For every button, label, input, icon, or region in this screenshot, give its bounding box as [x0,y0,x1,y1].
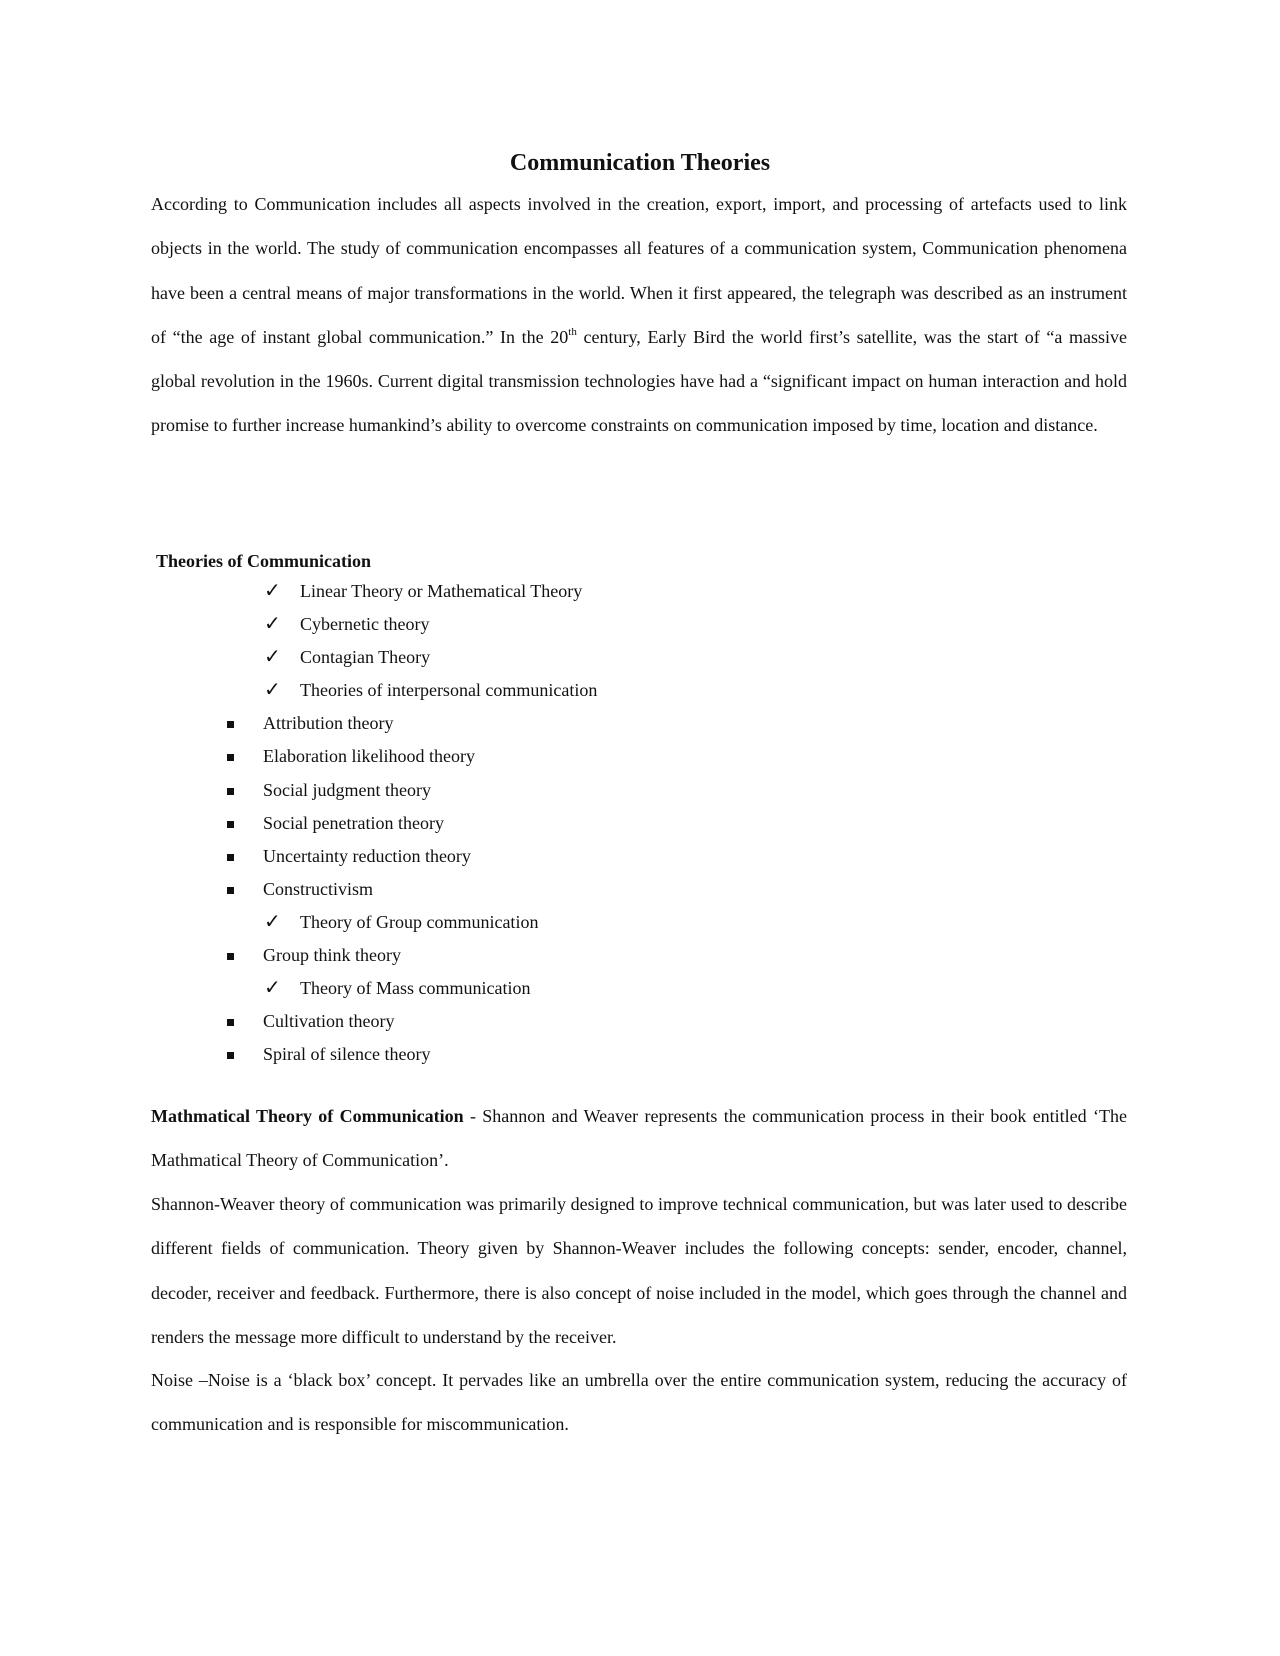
math-theory-lead-rest: - Shannon and Weaver represents the communication process in their book entitled ‘The Mathmatical Theory of Communication’. [151,1106,1127,1171]
theory-label: Theory of Group communication [300,911,539,932]
theory-list-item [0,939,1280,972]
page-title: Communication Theories [509,150,771,176]
theory-label: Attribution theory [263,713,394,734]
square-bullet-icon [227,953,234,960]
theory-label: Cybernetic theory [300,614,430,635]
theory-label: Theories of interpersonal communication [300,680,598,701]
shannon-weaver-paragraph: Shannon-Weaver theory of communication was primarily designed to improve technical communication, but was later used to describe different fields of communication. Theory given by Shannon-Weaver includes the following concepts: sender, encoder, channel, decoder, receiver and feedback. Furthermore, there is also concept of noise included in the model, which goes through the channel and renders the message more difficult to understand by the receiver. [151,1194,1127,1347]
theory-label: Elaboration likelihood theory [263,746,475,767]
theory-list-item [0,674,1280,707]
math-theory-lead: Mathmatical Theory of Communication [151,1106,464,1126]
theory-list-item [0,906,1280,939]
theory-label: Theory of Mass communication [300,978,531,999]
theory-list-item [0,740,1280,773]
theory-label: Contagian Theory [300,647,431,668]
theory-label: Uncertainty reduction theory [263,845,471,866]
square-bullet-icon [227,721,234,728]
checkmark-icon: ✓ [264,613,281,636]
theories-list [0,575,1280,1071]
theory-label: Cultivation theory [263,1011,395,1032]
checkmark-icon: ✓ [264,646,281,669]
square-bullet-icon [227,1019,234,1026]
intro-paragraph [151,182,1127,448]
noise-paragraph: Noise –Noise is a ‘black box’ concept. It pervades like an umbrella over the entire communication system, reducing the accuracy of communication and is responsible for miscommunication. [151,1370,1127,1435]
square-bullet-icon [227,854,234,861]
theory-list-item [0,641,1280,674]
theory-label: Linear Theory or Mathematical Theory [300,581,583,601]
theory-list-item [0,1005,1280,1038]
theory-list-item [0,873,1280,906]
checkmark-icon: ✓ [264,580,281,602]
theory-list-item [0,608,1280,641]
checkmark-icon: ✓ [264,977,281,1000]
square-bullet-icon [227,788,234,795]
checkmark-icon: ✓ [264,910,281,933]
intro-superscript: th [568,325,577,338]
theories-heading: Theories of Communication [156,551,371,571]
theory-label: Social judgment theory [263,779,431,800]
theory-label: Group think theory [263,945,401,966]
square-bullet-icon [227,754,234,761]
intro-text-a: According to Communication includes all aspects involved in the creation, export, import, and processing of artefacts used to link objects in the world. The study of communication encompasses all features of a communication system, Communication phenomena have been a central means of major transformations in the world. When it first appeared, the telegraph was described as an instrument of “the age of instant global communication.” In the 20 [151,194,1127,347]
intro-text-b: century, Early Bird the world first’s satellite, was the start of “a massive global revolution in the 1960s. Current digital transmission technologies have had a “significant impact on human interaction and hold promise to further increase humankind’s ability to overcome constraints on communication imposed by time, location and distance. [151,326,1127,436]
theory-list-item [0,707,1280,740]
theory-label: Spiral of silence theory [263,1044,431,1065]
square-bullet-icon [227,887,234,894]
theory-list-item [0,1038,1280,1071]
theory-list-item [0,840,1280,873]
theory-label: Social penetration theory [263,812,444,833]
checkmark-icon: ✓ [264,679,281,702]
theory-list-item [0,972,1280,1005]
math-theory-paragraph [151,1094,1127,1183]
theory-list-item [0,575,1280,608]
square-bullet-icon [227,1052,234,1059]
theory-list-item [0,807,1280,840]
theory-label: Constructivism [263,878,374,899]
theory-list-item [0,774,1280,807]
square-bullet-icon [227,821,234,828]
